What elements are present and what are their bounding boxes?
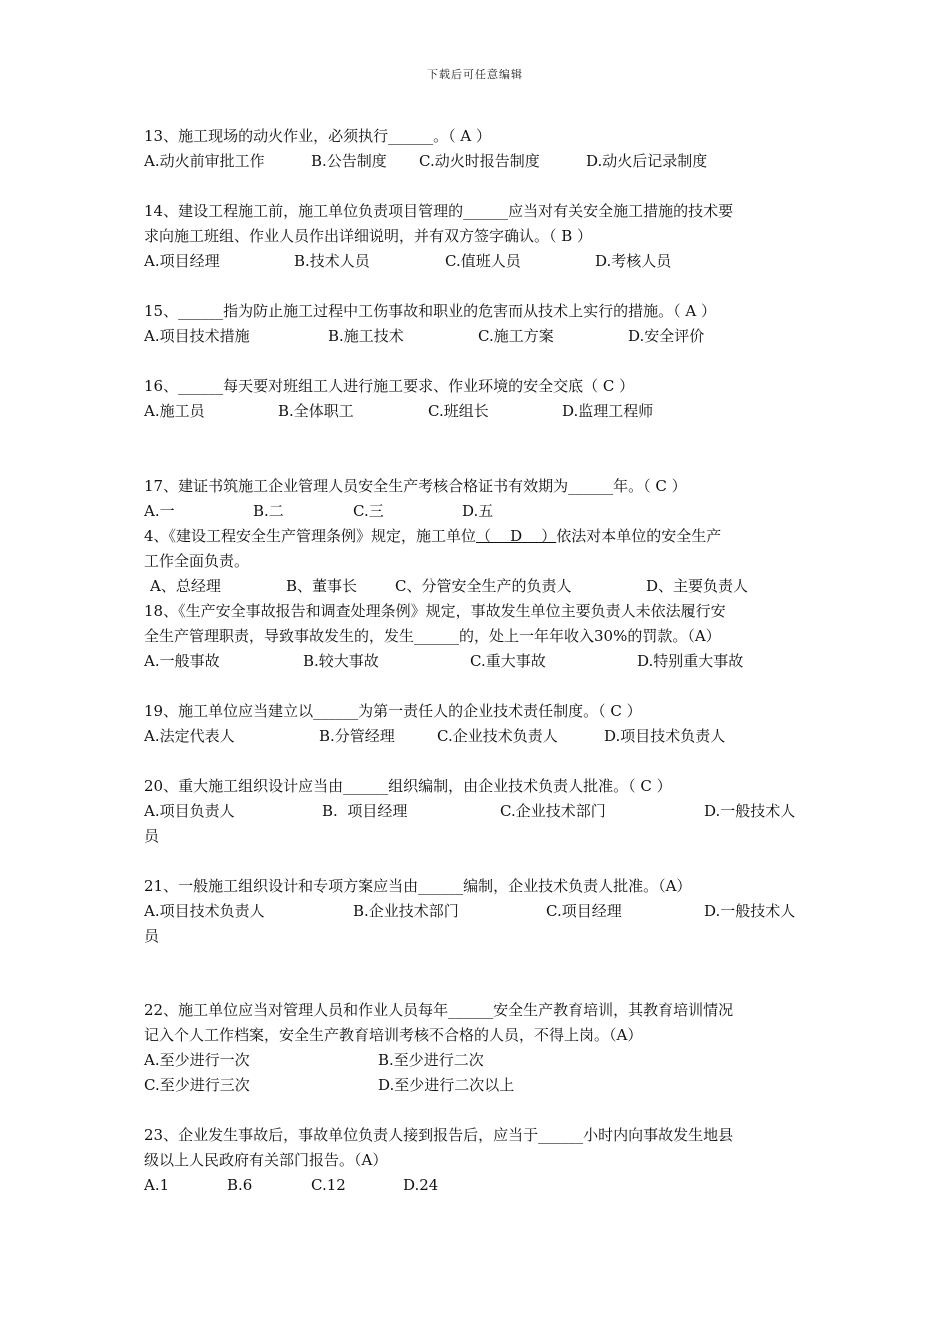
question-23-text-line2: 级以上人民政府有关部门报告。（A） (144, 1151, 388, 1169)
q13-option-b: B.公告制度 (311, 152, 387, 170)
q19-option-c: C.企业技术负责人 (437, 727, 558, 745)
q14-option-b: B.技术人员 (294, 252, 370, 270)
q19-option-d: D.项目技术负责人 (604, 727, 726, 745)
question-14-text-line2: 求向施工班组、作业人员作出详细说明，并有双方签字确认。（ B ） (144, 227, 593, 245)
q21-option-a: A.项目技术负责人 (144, 902, 265, 920)
question-4-answer-blank: （ D ） (476, 527, 557, 545)
q18-option-c: C.重大事故 (470, 652, 546, 670)
question-23-text-line1: 23、企业发生事故后，事故单位负责人接到报告后，应当于______小时内向事故发生地县 (144, 1126, 734, 1144)
q23-option-b: B.6 (227, 1176, 253, 1194)
question-18-text-line2: 全生产管理职责，导致事故发生的，发生______的，处上一年年收入30%的罚款。（A） (144, 627, 721, 645)
q17-option-d: D.五 (462, 502, 494, 520)
q21-option-b: B.企业技术部门 (353, 902, 459, 920)
q17-option-c: C.三 (353, 502, 384, 520)
q16-option-a: A.施工员 (144, 402, 205, 420)
question-4-text-part2: 依法对本单位的安全生产 (556, 527, 722, 545)
q18-option-b: B.较大事故 (303, 652, 379, 670)
q17-option-b: B.二 (253, 502, 284, 520)
q22-option-b: B.至少进行二次 (378, 1051, 484, 1069)
question-22-text-line1: 22、施工单位应当对管理人员和作业人员每年______安全生产教育培训，其教育培训情况 (144, 1001, 734, 1019)
q19-option-a: A.法定代表人 (144, 727, 235, 745)
q4-option-a: A、总经理 (150, 577, 221, 595)
q4-option-d: D、主要负责人 (646, 577, 749, 595)
q16-option-b: B.全体职工 (278, 402, 354, 420)
q22-option-a: A.至少进行一次 (144, 1051, 250, 1069)
question-4-text-line1 (144, 526, 721, 546)
q14-option-c: C.值班人员 (445, 252, 521, 270)
q15-option-b: B.施工技术 (328, 327, 404, 345)
question-19-text: 19、施工单位应当建立以______为第一责任人的企业技术责任制度。（ C ） (144, 702, 642, 720)
q13-option-d: D.动火后记录制度 (586, 152, 708, 170)
question-4-text-part1: 4、《建设工程安全生产管理条例》规定，施工单位 (144, 527, 477, 545)
q15-option-d: D.安全评价 (628, 327, 705, 345)
question-15-text: 15、______指为防止施工过程中工伤事故和职业的危害而从技术上实行的措施。（ A ） (144, 302, 716, 320)
question-14-text-line1: 14、建设工程施工前，施工单位负责项目管理的______应当对有关安全施工措施的技术要 (144, 202, 734, 220)
question-22-text-line2: 记入个人工作档案，安全生产教育培训考核不合格的人员，不得上岗。（A） (144, 1026, 643, 1044)
question-21-text: 21、一般施工组织设计和专项方案应当由______编制，企业技术负责人批准。（A） (144, 877, 692, 895)
q19-option-b: B.分管经理 (319, 727, 395, 745)
q20-option-d: D.一般技术人 (704, 802, 796, 820)
question-4-text-line2: 工作全面负责。 (144, 552, 250, 570)
q4-option-c: C、分管安全生产的负责人 (395, 577, 572, 595)
q14-option-d: D.考核人员 (595, 252, 672, 270)
q20-option-d-continuation: 员 (144, 827, 160, 845)
q21-option-c: C.项目经理 (546, 902, 622, 920)
page-header: 下载后可任意编辑 (427, 68, 523, 81)
q23-option-a: A.1 (144, 1176, 170, 1194)
question-13-text: 13、施工现场的动火作业，必须执行______。（ A ） (144, 127, 491, 145)
q18-option-a: A.一般事故 (144, 652, 220, 670)
q20-option-b: B. 项目经理 (322, 802, 408, 820)
question-20-text: 20、重大施工组织设计应当由______组织编制，由企业技术负责人批准。（ C ） (144, 777, 672, 795)
q14-option-a: A.项目经理 (144, 252, 220, 270)
question-18-text-line1: 18、《生产安全事故报告和调查处理条例》规定，事故发生单位主要负责人未依法履行安 (144, 602, 726, 620)
q13-option-c: C.动火时报告制度 (419, 152, 540, 170)
q16-option-d: D.监理工程师 (562, 402, 654, 420)
q22-option-d: D.至少进行二次以上 (378, 1076, 515, 1094)
question-17-text: 17、建证书筑施工企业管理人员安全生产考核合格证书有效期为______年。（ C ） (144, 477, 687, 495)
q13-option-a: A.动火前审批工作 (144, 152, 265, 170)
q4-option-b: B、董事长 (286, 577, 358, 595)
q20-option-a: A.项目负责人 (144, 802, 235, 820)
q21-option-d-continuation: 员 (144, 927, 160, 945)
question-16-text: 16、______每天要对班组工人进行施工要求、作业环境的安全交底（ C ） (144, 377, 635, 395)
q17-option-a: A.一 (144, 502, 175, 520)
q23-option-d: D.24 (403, 1176, 439, 1194)
q22-option-c: C.至少进行三次 (144, 1076, 250, 1094)
q18-option-d: D.特别重大事故 (637, 652, 744, 670)
q21-option-d: D.一般技术人 (704, 902, 796, 920)
q23-option-c: C.12 (311, 1176, 346, 1194)
q16-option-c: C.班组长 (428, 402, 489, 420)
q20-option-c: C.企业技术部门 (500, 802, 606, 820)
q15-option-a: A.项目技术措施 (144, 327, 250, 345)
q15-option-c: C.施工方案 (478, 327, 554, 345)
